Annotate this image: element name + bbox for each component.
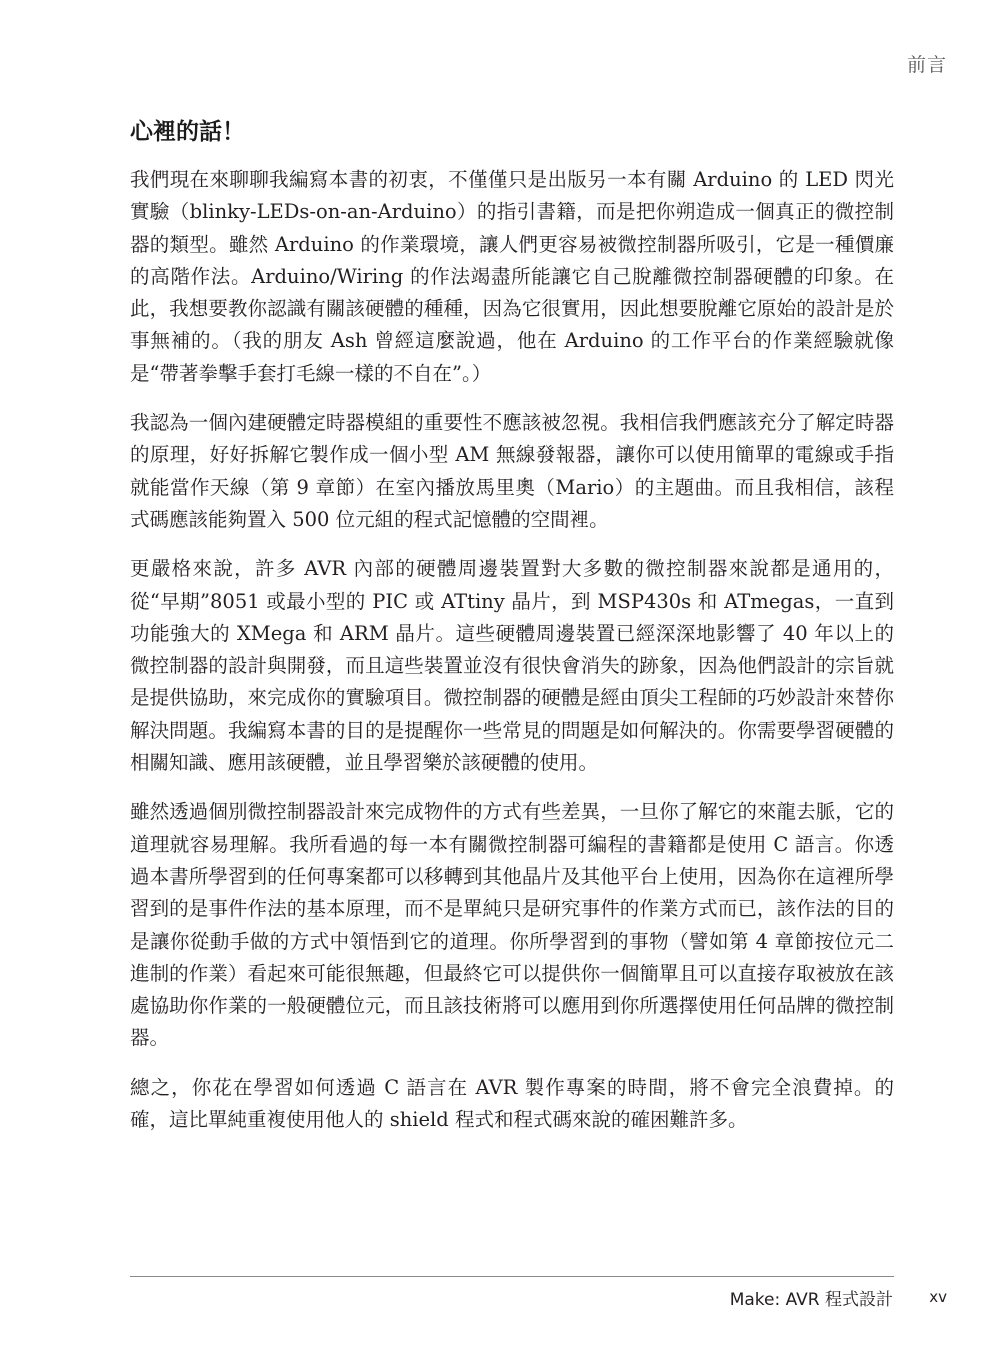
paragraph-summary: 總之，你花在學習如何透過 C 語言在 AVR 製作專案的時間，將不會完全浪費掉。的確，這比單純重複使用他人的 shield 程式和程式碼來說的確困難許多。 xyxy=(130,1075,894,1132)
footer-divider xyxy=(130,1276,894,1277)
running-head: 前言 xyxy=(906,54,947,76)
paragraph-timers: 我認為一個內建硬體定時器模組的重要性不應該被忽視。我相信我們應該充分了解定時器的原理，好好拆解它製作成一個小型 AM 無線發報器，讓你可以使用簡單的電線或手指就能當作天線（第 9 章節）在室內播放馬里奧（Mario）的主題曲。而且我相信，該程式碼應該能夠置入 500 位元組的程式記憶體的空間裡。 xyxy=(130,411,894,531)
footer-book-title: Make: AVR 程式設計 xyxy=(729,1290,893,1310)
page-body xyxy=(130,114,894,1153)
paragraph-intent: 我們現在來聊聊我編寫本書的初衷，不僅僅只是出版另一本有關 Arduino 的 LED 閃光實驗（blinky-LEDs-on-an-Arduino）的指引書籍，而是把你朔造成一個真正的微控制器的類型。雖然 Arduino 的作業環境，讓人們更容易被微控制器所吸引，它是一種價廉的高階作法。Arduino/Wiring 的作法竭盡所能讓它自己脫離微控制器硬體的印象。在此，我想要教你認識有關該硬體的種種，因為它很實用，因此想要脫離它原始的設計是於事無補的。（我的朋友 Ash 曾經這麼說過，他在 Arduino 的工作平台的作業經驗就像是“帶著拳擊手套打毛線一樣的不自在”。） xyxy=(130,168,894,385)
section-heading: 心裡的話！ xyxy=(130,119,245,145)
paragraph-c-language: 雖然透過個別微控制器設計來完成物件的方式有些差異，一旦你了解它的來龍去脈，它的道理就容易理解。我所看過的每一本有關微控制器可編程的書籍都是使用 C 語言。你透過本書所學習到的任何專案都可以移轉到其他晶片及其他平台上使用，因為你在這裡所學習到的是事件作法的基本原理，而不是單純只是研究事件的作業方式而已，該作法的目的是讓你從動手做的方式中領悟到它的道理。你所學習到的事物（譬如第 4 章節按位元二進制的作業）看起來可能很無趣，但最終它可以提供你一個簡單且可以直接存取被放在該處協助你作業的一般硬體位元，而且該技術將可以應用到你所選擇使用任何品牌的微控制器。 xyxy=(130,800,894,1050)
paragraph-peripherals: 更嚴格來說，許多 AVR 內部的硬體周邊裝置對大多數的微控制器來說都是通用的，從“早期”8051 或最小型的 PIC 或 ATtiny 晶片，到 MSP430s 和 ATmegas，一直到功能強大的 XMega 和 ARM 晶片。這些硬體周邊裝置已經深深地影響了 40 年以上的微控制器的設計與開發，而且這些裝置並沒有很快會消失的跡象，因為他們設計的宗旨就是提供協助，來完成你的實驗項目。微控制器的硬體是經由頂尖工程師的巧妙設計來替你解決問題。我編寫本書的目的是提醒你一些常見的問題是如何解決的。你需要學習硬體的相關知識、應用該硬體，並且學習樂於該硬體的使用。 xyxy=(130,557,894,775)
page-number: xv xyxy=(929,1288,947,1306)
